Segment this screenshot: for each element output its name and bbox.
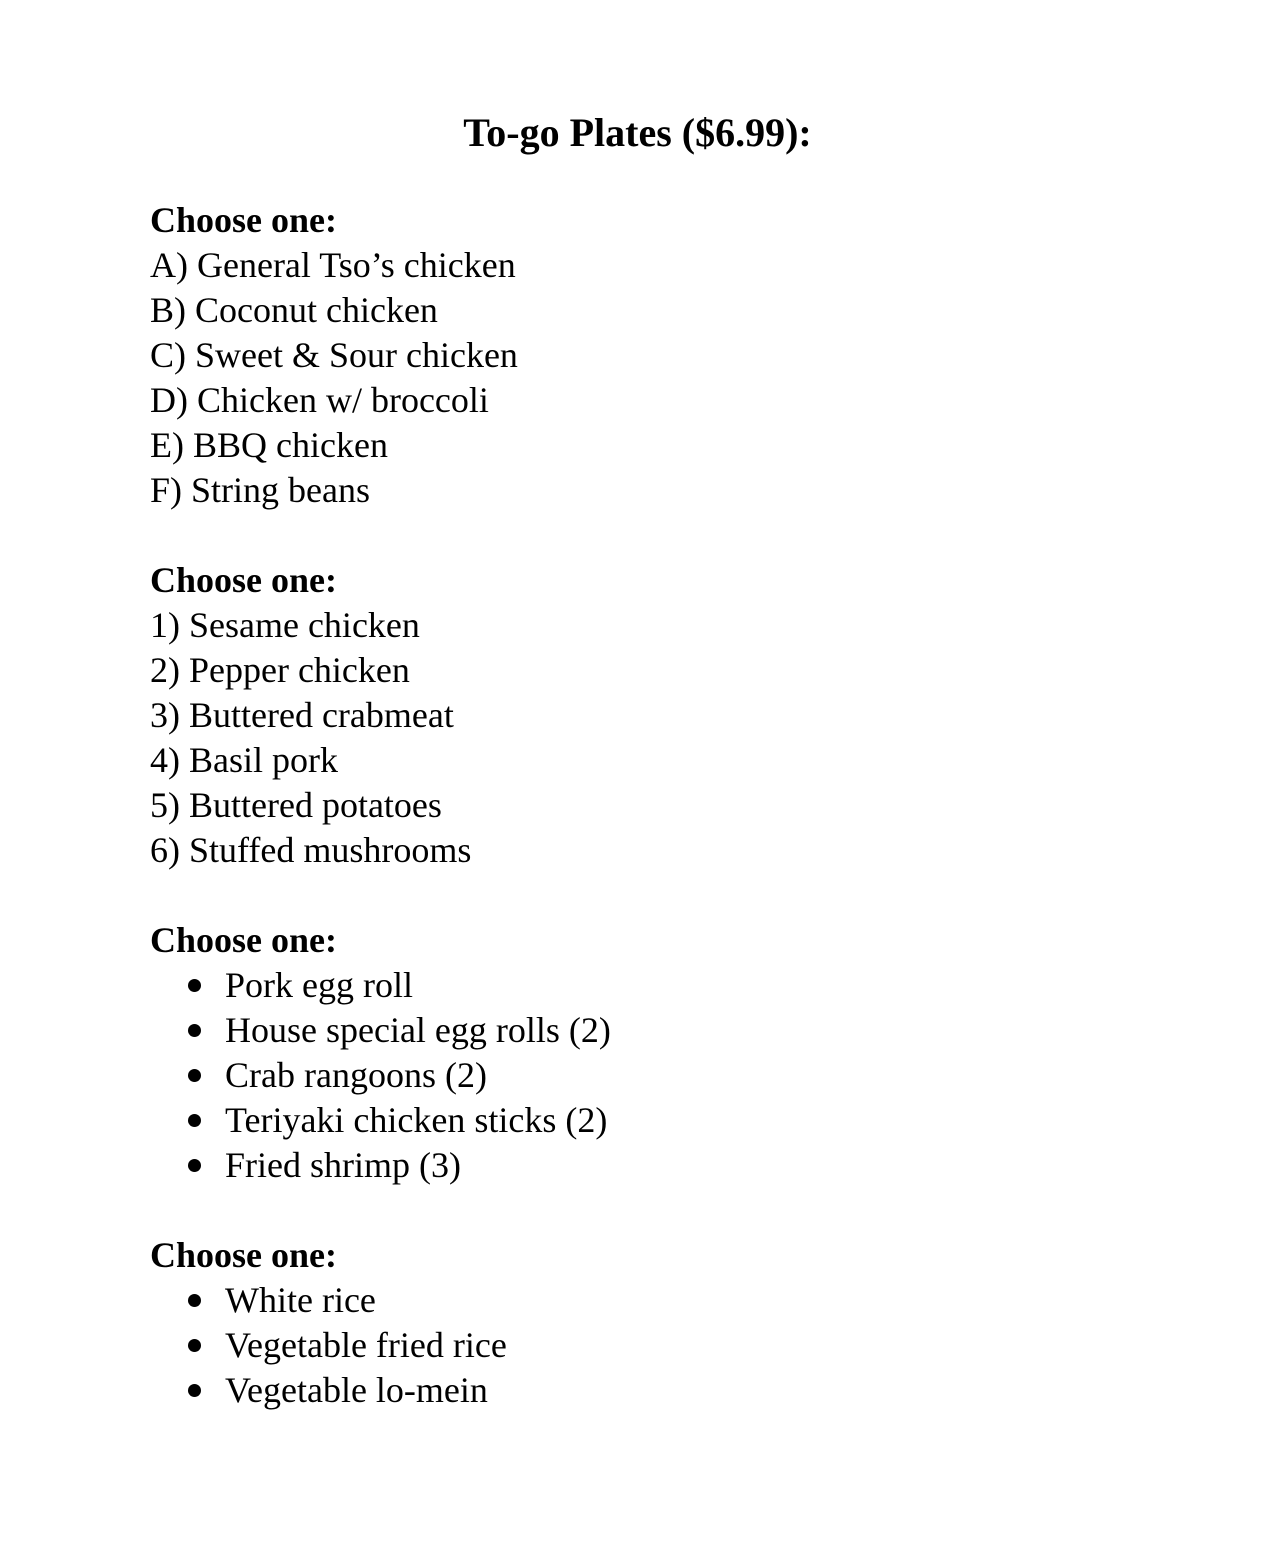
menu-section <box>150 198 1125 513</box>
menu-item: C) Sweet & Sour chicken <box>150 335 518 375</box>
menu-item: 1) Sesame chicken <box>150 605 420 645</box>
menu-section <box>150 918 1125 1188</box>
menu-item: B) Coconut chicken <box>150 290 438 330</box>
menu-item: 2) Pepper chicken <box>150 650 410 690</box>
bullet-icon <box>188 1114 201 1127</box>
menu-item <box>150 1053 1125 1098</box>
menu-item-label: Fried shrimp (3) <box>225 1145 461 1185</box>
menu-item-label: Vegetable lo-mein <box>225 1370 488 1410</box>
bullet-icon <box>188 1339 201 1352</box>
menu-item <box>150 963 1125 1008</box>
menu-item: A) General Tso’s chicken <box>150 245 516 285</box>
menu-item: F) String beans <box>150 470 370 510</box>
menu-item: 3) Buttered crabmeat <box>150 695 454 735</box>
section-heading: Choose one: <box>150 200 337 240</box>
menu-item <box>150 1143 1125 1188</box>
menu-item: 4) Basil pork <box>150 740 338 780</box>
bullet-icon <box>188 979 201 992</box>
menu-item <box>150 1368 1125 1413</box>
menu-item <box>150 1278 1125 1323</box>
menu-item-label: Teriyaki chicken sticks (2) <box>225 1100 608 1140</box>
menu-item: D) Chicken w/ broccoli <box>150 380 489 420</box>
menu-item <box>150 1008 1125 1053</box>
menu-item-label: Vegetable fried rice <box>225 1325 507 1365</box>
menu-item-label: Crab rangoons (2) <box>225 1055 487 1095</box>
bullet-icon <box>188 1069 201 1082</box>
menu-item: 5) Buttered potatoes <box>150 785 442 825</box>
section-heading: Choose one: <box>150 560 337 600</box>
menu-item <box>150 1098 1125 1143</box>
section-heading: Choose one: <box>150 920 337 960</box>
menu-item-label: White rice <box>225 1280 376 1320</box>
bullet-icon <box>188 1294 201 1307</box>
bullet-icon <box>188 1159 201 1172</box>
menu-item: E) BBQ chicken <box>150 425 388 465</box>
menu-item-label: House special egg rolls (2) <box>225 1010 611 1050</box>
menu-item <box>150 1323 1125 1368</box>
menu-item-label: Pork egg roll <box>225 965 413 1005</box>
menu-section <box>150 1233 1125 1413</box>
bullet-icon <box>188 1024 201 1037</box>
menu-section <box>150 558 1125 873</box>
bullet-icon <box>188 1384 201 1397</box>
page-title: To-go Plates ($6.99): <box>463 110 812 155</box>
section-heading: Choose one: <box>150 1235 337 1275</box>
menu-item: 6) Stuffed mushrooms <box>150 830 472 870</box>
menu-sections <box>150 198 1125 1413</box>
